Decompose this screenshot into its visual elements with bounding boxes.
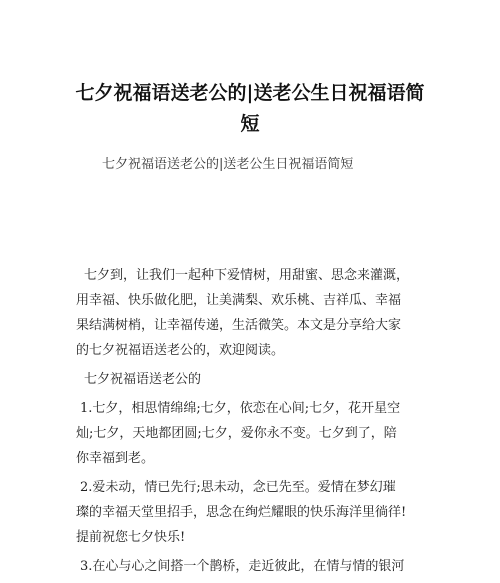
list-item-line: 璨的幸福天堂里招手，思念在绚烂耀眼的快乐海洋里徜徉!: [76, 505, 407, 520]
list-item-line: 2.爱未动，情已先行;思未动，念已先至。爱情在梦幻璀: [80, 480, 396, 495]
list-item-line: 你幸福到老。: [76, 451, 155, 466]
page-title: [70, 78, 430, 140]
list-item: [76, 475, 428, 550]
subtitle: 七夕祝福语送老公的|送老公生日祝福语简短: [102, 157, 354, 172]
list-item-line: 3.在心与心之间搭一个鹊桥，走近彼此，在情与情的银河: [80, 559, 405, 574]
list-item-line: 灿;七夕，天地都团圆;七夕，爱你永不变。七夕到了，陪: [76, 426, 397, 441]
section-heading: [76, 367, 428, 392]
title-line-1: 七夕祝福语送老公的|送老公生日祝福语简: [75, 82, 425, 104]
article-body: [76, 263, 428, 583]
intro-paragraph: [76, 263, 428, 363]
title-line-2: 短: [240, 113, 260, 135]
list-item: [76, 396, 428, 471]
intro-line: 用幸福、快乐做化肥，让美满梨、欢乐桃、吉祥瓜、幸福: [76, 293, 402, 308]
intro-line: 果结满树梢，让幸福传递，生活微笑。本文是分享给大家: [76, 318, 402, 333]
intro-line: 七夕到，让我们一起种下爱情树，用甜蜜、思念来灌溉，: [84, 268, 410, 283]
list-item-line: 提前祝您七夕快乐!: [76, 530, 186, 545]
section-heading-text: 七夕祝福语送老公的: [84, 372, 202, 387]
list-item-line: 1.七夕，相思情绵绵;七夕，依恋在心间;七夕，花开星空: [80, 401, 401, 416]
intro-line: 的七夕祝福语送老公的，欢迎阅读。: [76, 343, 285, 358]
list-item: [76, 554, 428, 579]
